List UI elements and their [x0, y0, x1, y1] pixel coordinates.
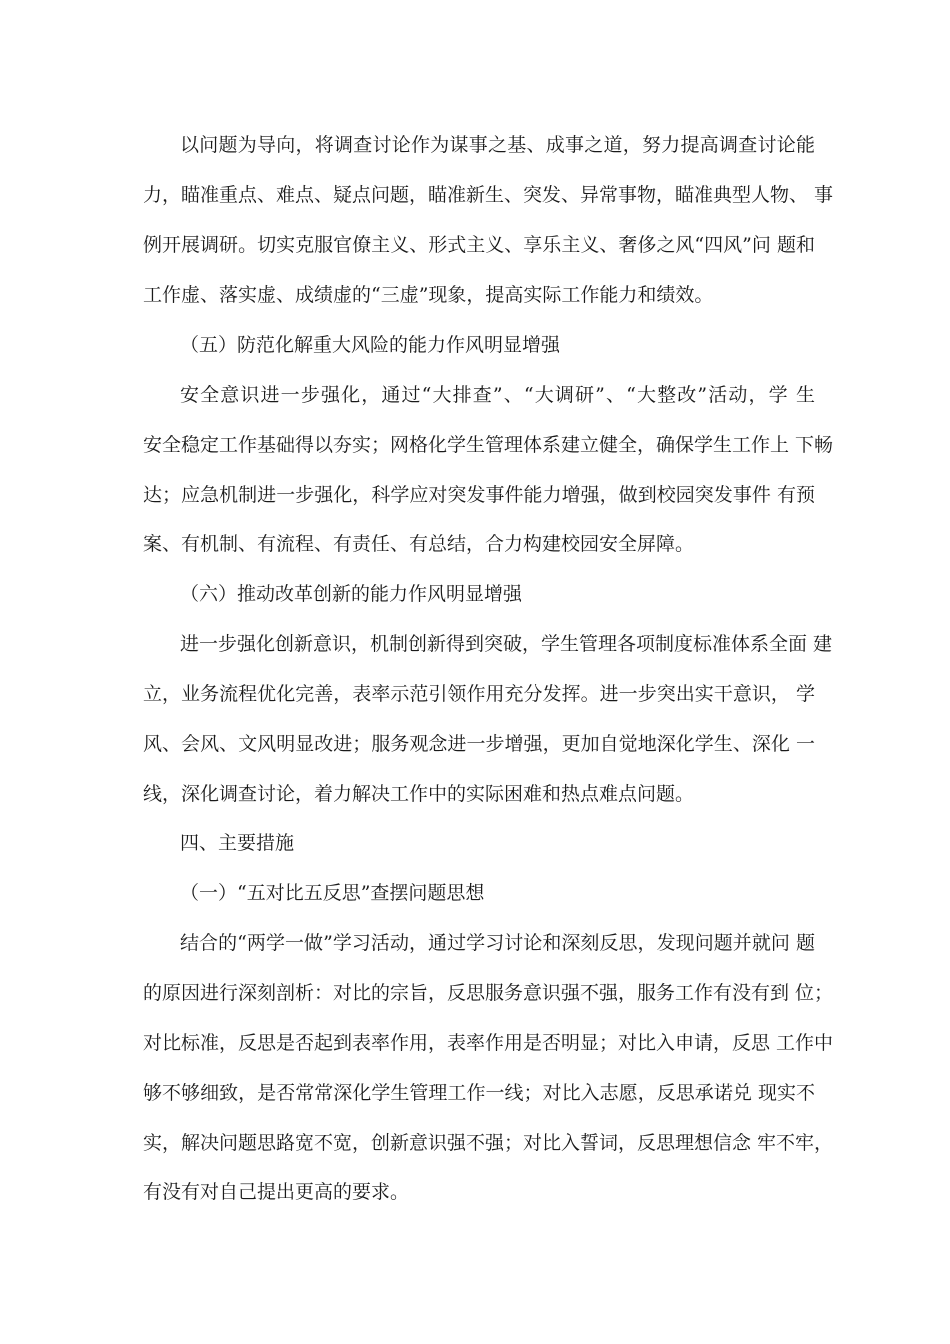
paragraph-line: 安全意识进一步强化，通过“大排查”、“大调研”、“大整改”活动，学 生: [180, 384, 815, 406]
paragraph-line: 对比标准，反思是否起到表率作用，表率作用是否明显；对比入申请，反思 工作中: [143, 1032, 834, 1054]
paragraph-line: 立，业务流程优化完善，表率示范引领作用充分发挥。进一步突出实干意识， 学: [143, 683, 815, 705]
paragraph-line: 结合的“两学一做”学习活动，通过学习讨论和深刻反思，发现问题并就问 题: [180, 932, 815, 954]
section-heading: 四、主要措施: [180, 832, 295, 854]
paragraph-line: 安全稳定工作基础得以夯实；网格化学生管理体系建立健全，确保学生工作上 下畅: [143, 434, 834, 456]
paragraph-line: 实，解决问题思路宽不宽，创新意识强不强；对比入誓词，反思理想信念 牢不牢，: [143, 1132, 834, 1154]
paragraph-line: 达；应急机制进一步强化，科学应对突发事件能力增强，做到校园突发事件 有预: [143, 484, 815, 506]
paragraph-line: 案、有机制、有流程、有责任、有总结，合力构建校园安全屏障。: [143, 533, 695, 555]
paragraph-line: 的原因进行深刻剖析：对比的宗旨，反思服务意识强不强，服务工作有没有到 位；: [143, 982, 834, 1004]
paragraph-line: 以问题为导向，将调查讨论作为谋事之基、成事之道，努力提高调查讨论能: [180, 134, 815, 156]
paragraph-line: 例开展调研。切实克服官僚主义、形式主义、享乐主义、奢侈之风“四风”问 题和: [143, 234, 815, 256]
section-heading: （五）防范化解重大风险的能力作风明显增强: [180, 334, 561, 356]
paragraph-line: 力，瞄准重点、难点、疑点问题，瞄准新生、突发、异常事物，瞄准典型人物、 事: [143, 184, 834, 206]
paragraph-line: 风、会风、文风明显改进；服务观念进一步增强，更加自觉地深化学生、深化 一: [143, 733, 815, 755]
paragraph-line: 进一步强化创新意识，机制创新得到突破，学生管理各项制度标准体系全面 建: [180, 633, 833, 655]
paragraph-line: 线，深化调查讨论，着力解决工作中的实际困难和热点难点问题。: [143, 783, 695, 805]
section-heading: （六）推动改革创新的能力作风明显增强: [180, 583, 523, 605]
paragraph-line: 够不够细致，是否常常深化学生管理工作一线；对比入志愿，反思承诺兑 现实不: [143, 1082, 815, 1104]
paragraph-line: 有没有对自己提出更高的要求。: [143, 1181, 410, 1203]
paragraph-line: 工作虚、落实虚、成绩虚的“三虚”现象，提高实际工作能力和绩效。: [143, 284, 714, 306]
section-heading: （一）“五对比五反思”查摆问题思想: [180, 882, 485, 904]
